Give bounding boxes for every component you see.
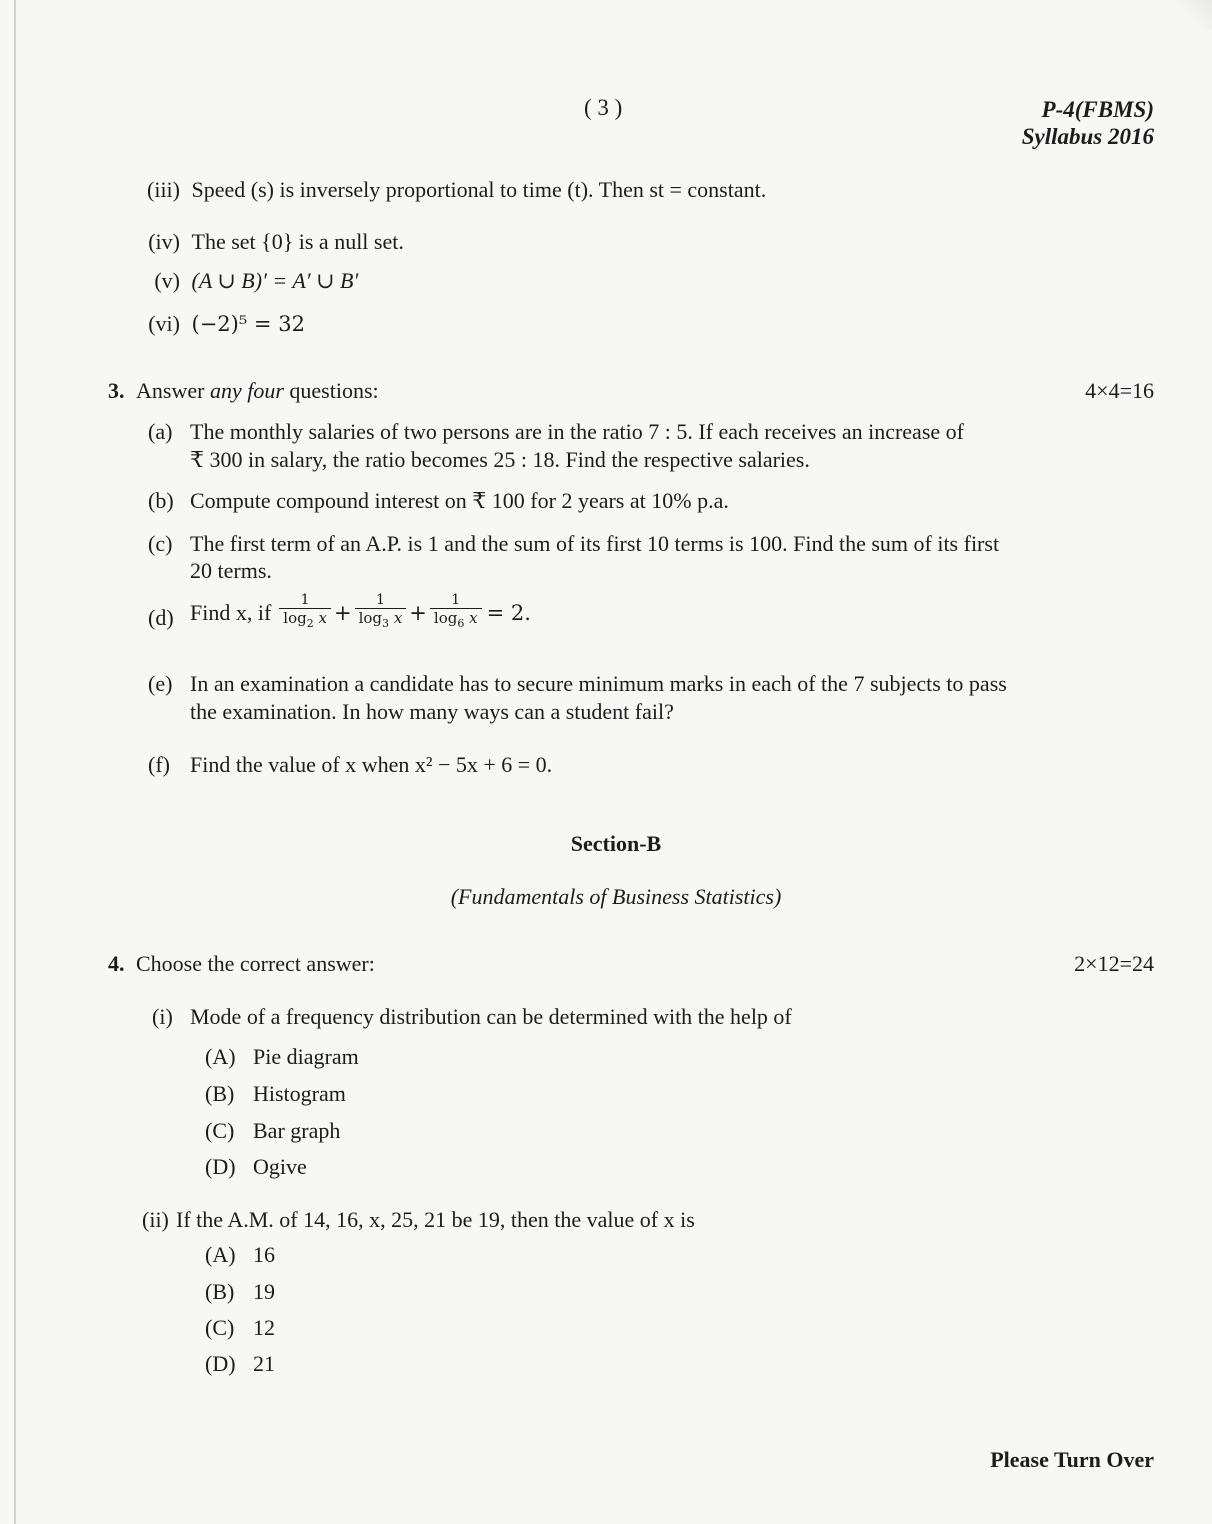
numerator: 1: [355, 592, 407, 609]
q3-emphasis: any four: [209, 378, 284, 403]
q4-heading: [108, 950, 375, 978]
fraction-log2: [279, 592, 331, 633]
q3-heading: [108, 377, 379, 405]
q4ii-option-c: (C) 12: [205, 1315, 275, 1340]
plus-sign: +: [409, 600, 427, 625]
q3d-prefix: Find x, if: [190, 599, 272, 625]
section-subtitle: (Fundamentals of Business Statistics): [450, 884, 782, 909]
scan-edge: [14, 0, 16, 1524]
denominator: $\log_6 x$: [433, 609, 478, 630]
denominator: $\log_3 x$: [358, 609, 403, 630]
q4i-label: (i): [152, 1004, 173, 1029]
q3b-label: (b): [148, 488, 174, 513]
q3-suffix: questions:: [283, 378, 379, 403]
paper-code: P-4(FBMS): [1041, 97, 1154, 122]
q4i-text: Mode of a frequency distribution can be determined with the help of: [190, 1004, 792, 1029]
question-number: 4.: [108, 951, 125, 976]
q4ii-label: (ii): [142, 1207, 169, 1232]
page-corner-fold: [1172, 0, 1212, 30]
q3c-line2: 20 terms.: [190, 558, 272, 583]
q3a-line1: The monthly salaries of two persons are in the ratio 7 : 5. If each receives an increase of: [190, 419, 964, 444]
item-text: Speed (s) is inversely proportional to time (t). Then st = constant.: [191, 177, 767, 202]
q2-item-vi: [130, 310, 305, 338]
item-text: The set {0} is a null set.: [191, 229, 404, 254]
q2-item-v: [130, 267, 358, 295]
syllabus-year: Syllabus 2016: [1021, 124, 1154, 149]
q3f-label: (f): [148, 752, 170, 777]
fraction-log6: [430, 592, 482, 633]
q4i-option-a: (A) Pie diagram: [205, 1044, 359, 1069]
q2-item-iii: [130, 176, 766, 204]
q4ii-option-a: (A) 16: [205, 1242, 275, 1267]
q3f-text: Find the value of x when x² − 5x + 6 = 0.: [190, 752, 553, 777]
denominator: $\log_2 x$: [283, 609, 327, 630]
q4ii-option-b: (B) 19: [205, 1279, 275, 1304]
item-label: (vi): [148, 311, 180, 336]
q4-text: Choose the correct answer:: [136, 951, 375, 976]
q3-prefix: Answer: [136, 378, 210, 403]
plus-sign: +: [333, 600, 352, 625]
q2-item-iv: [130, 228, 404, 256]
q3a-line2: ₹ 300 in salary, the ratio becomes 25 : 18. Find the respective salaries.: [190, 447, 810, 472]
item-label: (iii): [147, 177, 180, 202]
q3e-line2: the examination. In how many ways can a student fail?: [190, 699, 674, 724]
item-label: (v): [154, 268, 180, 293]
q3a-label: (a): [148, 419, 173, 444]
item-text: (A ∪ B)′ = A′ ∪ B′: [191, 268, 359, 293]
please-turn-over: Please Turn Over: [990, 1447, 1154, 1472]
q3e-label: (e): [148, 671, 173, 696]
question-number: 3.: [108, 378, 125, 403]
q3d-label: (d): [148, 605, 174, 630]
item-text: (−2)⁵ = 32: [191, 312, 305, 336]
q4i-option-d: (D) Ogive: [205, 1154, 307, 1179]
q3e-line1: In an examination a candidate has to secure minimum marks in each of the 7 subjects to pass: [190, 671, 1007, 696]
q3c-line1: The first term of an A.P. is 1 and the sum of its first 10 terms is 100. Find the sum of its first: [190, 531, 1000, 556]
equals-two: = 2.: [486, 600, 531, 625]
q4ii-text: If the A.M. of 14, 16, x, 25, 21 be 19, then the value of x is: [176, 1207, 695, 1232]
q4i-option-b: (B) Histogram: [205, 1081, 346, 1106]
section-title: Section-B: [570, 831, 662, 856]
numerator: 1: [279, 592, 331, 609]
numerator: 1: [430, 592, 482, 609]
page-number: ( 3 ): [584, 95, 623, 120]
q4ii-option-d: (D) 21: [205, 1351, 275, 1376]
q4-marks: 2×12=24: [1074, 951, 1154, 976]
q3b-text: Compute compound interest on ₹ 100 for 2 years at 10% p.a.: [190, 488, 729, 513]
q3c-label: (c): [148, 531, 173, 556]
q3d-equation: [190, 592, 531, 633]
fraction-log3: [355, 592, 407, 633]
item-label: (iv): [148, 229, 180, 254]
q3-marks: 4×4=16: [1085, 378, 1154, 403]
q4i-option-c: (C) Bar graph: [205, 1118, 341, 1143]
